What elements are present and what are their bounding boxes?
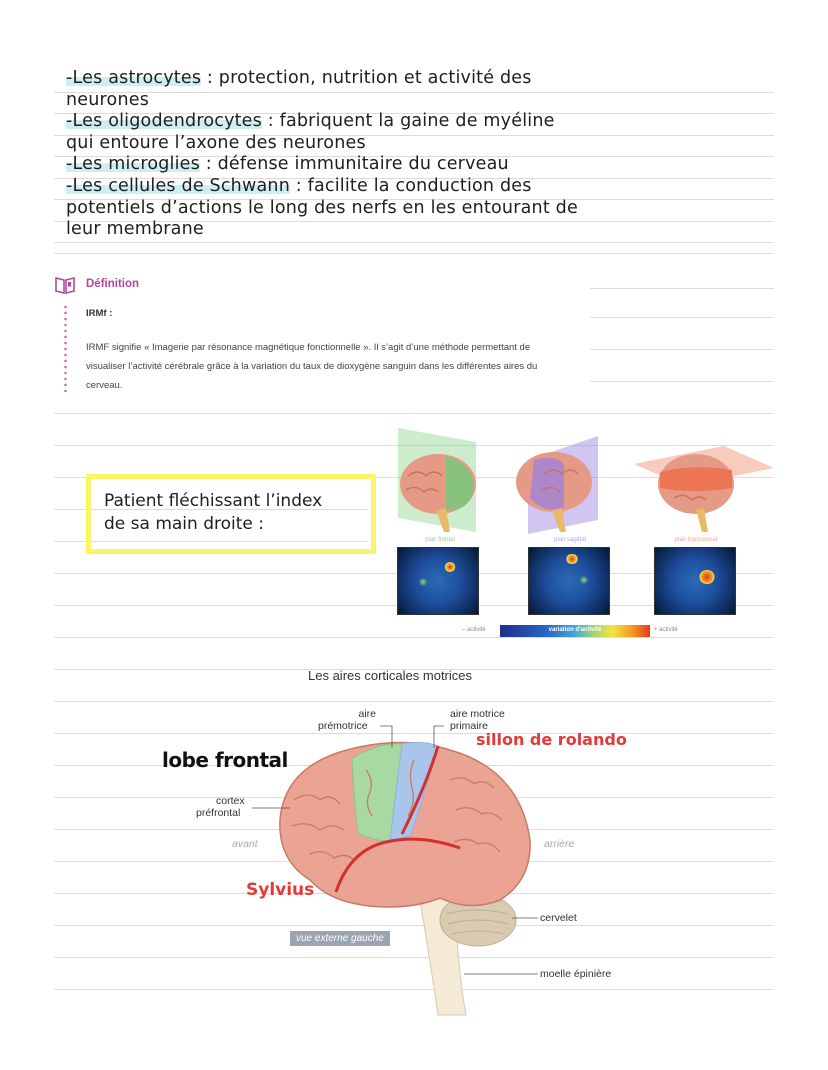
definition-header: Définition — [86, 278, 140, 290]
note-line: -Les cellules de Schwann : facilite la conduction des — [66, 175, 532, 196]
plane-label-sagittal: plan sagittal — [553, 537, 587, 543]
definition-text: IRMF signifie « Imagerie par résonance magnétique fonctionnelle ». Il s’agit d’une méthode permettant de visualiser l’activité cérébrale grâce à la variation du taux de dioxygène sanguin dans les différentes aires du cerveau. — [86, 342, 538, 391]
view-tag: vue externe gauche — [290, 931, 390, 946]
handwritten-notes — [66, 68, 666, 241]
definition-term: IRMf : — [86, 308, 113, 319]
label-back: arrière — [544, 838, 575, 850]
label-premotor-1: aire — [358, 708, 376, 720]
fmri-scan-transverse — [654, 547, 736, 615]
handwritten-rolando: sillon de rolando — [476, 730, 627, 749]
motor-figure-title: Les aires corticales motrices — [308, 668, 472, 683]
label-prefrontal-1: cortex — [216, 795, 245, 807]
definition-dotted-bar — [64, 304, 67, 394]
fmri-scan-frontal — [397, 547, 479, 615]
brain-planes-illustration — [394, 424, 786, 536]
label-prefrontal-2: préfrontal — [196, 807, 241, 819]
handwritten-frontal-lobe: lobe frontal — [162, 748, 288, 772]
label-primary-1: aire motrice — [450, 708, 505, 720]
note-line: -Les astrocytes : protection, nutrition et activité des — [66, 68, 532, 88]
legend-high-label: + activité — [654, 627, 678, 633]
note-line: -Les microglies : défense immunitaire du cerveau — [66, 154, 509, 175]
patient-caption — [104, 490, 374, 536]
note-line: qui entoure l’axone des neurones — [66, 132, 366, 153]
note-line: -Les oligodendrocytes : fabriquent la gaine de myéline — [66, 111, 555, 132]
label-front: avant — [232, 838, 258, 850]
label-primary-2: primaire — [450, 720, 488, 732]
legend-low-label: – activité — [462, 627, 486, 633]
note-line: potentiels d’actions le long des nerfs en les entourant de — [66, 197, 578, 218]
plane-label-frontal: plan frontal — [425, 537, 455, 543]
label-cerebellum: cervelet — [540, 912, 577, 924]
label-spinal-cord: moelle épinière — [540, 968, 612, 980]
note-line: neurones — [66, 89, 150, 110]
fmri-scan-sagittal — [528, 547, 610, 615]
patient-caption-line2: de sa main droite : — [104, 514, 264, 534]
label-premotor-2: prémotrice — [318, 720, 368, 732]
book-icon — [54, 274, 76, 296]
plane-label-transverse: plan transversal — [674, 537, 718, 543]
brain-lateral-illustration — [270, 730, 540, 1020]
legend-mid-label: variation d’activité — [548, 627, 602, 633]
handwritten-sylvius: Sylvius — [246, 880, 315, 900]
note-line: leur membrane — [66, 219, 204, 240]
patient-caption-line1: Patient fléchissant l’index — [104, 491, 323, 511]
